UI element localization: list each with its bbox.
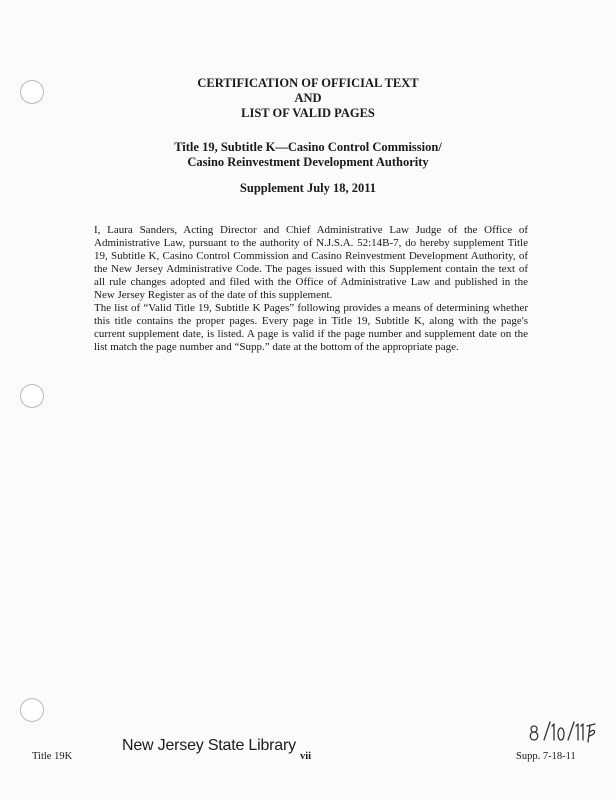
footer-supplement: Supp. 7-18-11 [516,751,576,762]
handwritten-note [528,718,598,746]
body-paragraph: The list of “Valid Title 19, Subtitle K Pages” following provides a means of determining whether this title contains the proper pages. Every page in Title 19, Subtitle K, along with the page's current supplement date, is listed. A page is valid if the page number and supplement date on the list match the page number and “Supp.” date at the bottom of the appropriate page. [94,302,528,353]
library-stamp: New Jersey State Library [122,737,296,754]
subtitle-line: Casino Reinvestment Development Authority [187,155,429,169]
punch-hole [20,384,44,408]
punch-hole [20,698,44,722]
title-line: CERTIFICATION OF OFFICIAL TEXT [197,76,419,90]
body-paragraph: I, Laura Sanders, Acting Director and Chief Administrative Law Judge of the Office of Administrative Law, pursuant to the authority of N.J.S.A. 52:14B-7, do hereby supplement Title 19, Subtitle K, Casino Control Commission and Casino Reinvestment Development Authority, of the New Jersey Administrative Code. The pages issued with this Supplement contain the text of all rule changes adopted and filed with the Office of Administrative Law and published in the New Jersey Register as of the date of this supplement. [94,224,528,301]
subtitle-line: Title 19, Subtitle K—Casino Control Commission/ [174,140,442,154]
title-line: AND [294,91,322,105]
subtitle [0,140,616,170]
supplement-date: Supplement July 18, 2011 [239,181,377,195]
certification-title [0,76,616,121]
title-line: LIST OF VALID PAGES [241,106,375,120]
page-number: vii [300,751,312,762]
footer-title: Title 19K [32,751,73,762]
